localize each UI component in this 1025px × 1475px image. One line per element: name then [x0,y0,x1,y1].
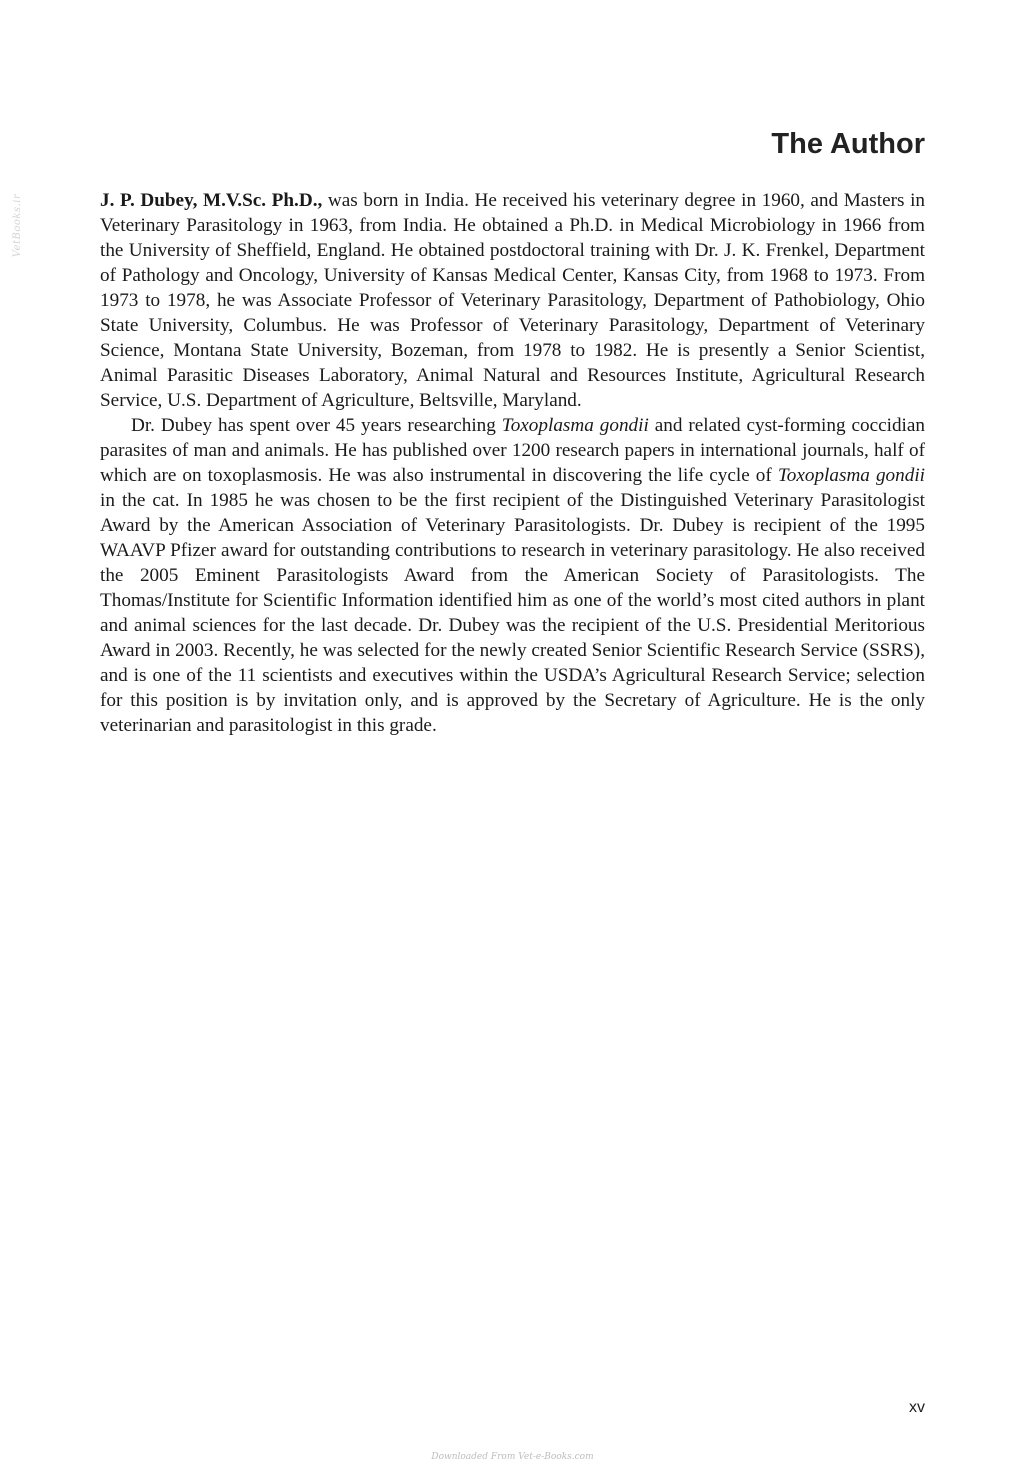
side-watermark: VetBooks.ir [12,193,24,258]
page-title: The Author [771,128,925,160]
footer-watermark: Downloaded From Vet-e-Books.com [431,1452,594,1462]
author-name: J. P. Dubey, M.V.Sc. Ph.D., [100,190,323,211]
author-biography [100,188,925,738]
paragraph-2-text-b: and related cyst-forming coccidian parasites of man and animals. He has published over 1200 research papers in international journals, half of which are on toxoplasmosis. He was also instrumental in discovering the life cycle of [100,415,925,486]
species-name-italic-2: Toxoplasma gondii [777,465,925,486]
paragraph-2-text-c: in the cat. In 1985 he was chosen to be the first recipient of the Distinguished Veterinary Parasitologist Award by the American Association of Veterinary Parasitologists. Dr. Dubey is recipient of the 1995 WAAVP Pfizer award for outstanding contributions to research in veterinary parasitology. He also received the 2005 Eminent Parasitologists Award from the American Society of Parasitologists. The Thomas/Institute for Scientific Information identified him as one of the world’s most cited authors in plant and animal sciences for the last decade. Dr. Dubey was the recipient of the U.S. Presidential Meritorious Award in 2003. Recently, he was selected for the newly created Senior Scientific Research Service (SSRS), and is one of the 11 scientists and executives within the USDA’s Agricultural Research Service; selection for this position is by invitation only, and is approved by the Secretary of Agriculture. He is the only veterinarian and parasitologist in this grade. [100,490,925,736]
paragraph-2-text-a: Dr. Dubey has spent over 45 years researching [131,415,502,436]
species-name-italic-1: Toxoplasma gondii [501,415,649,436]
biography-paragraph-1 [100,188,925,413]
page-number: xv [909,1399,925,1416]
paragraph-1-text: was born in India. He received his veterinary degree in 1960, and Masters in Veterinary Parasitology in 1963, from India. He obtained a Ph.D. in Medical Microbiology in 1966 from the University of Sheffield, England. He obtained postdoctoral training with Dr. J. K. Frenkel, Department of Pathology and Oncology, University of Kansas Medical Center, Kansas City, from 1968 to 1973. From 1973 to 1978, he was Associate Professor of Veterinary Parasitology, Department of Pathobiology, Ohio State University, Columbus. He was Professor of Veterinary Parasitology, Department of Veterinary Science, Montana State University, Bozeman, from 1978 to 1982. He is presently a Senior Scientist, Animal Parasitic Diseases Laboratory, Animal Natural and Resources Institute, Agricultural Research Service, U.S. Department of Agriculture, Beltsville, Maryland. [100,190,925,411]
biography-paragraph-2 [100,413,925,738]
